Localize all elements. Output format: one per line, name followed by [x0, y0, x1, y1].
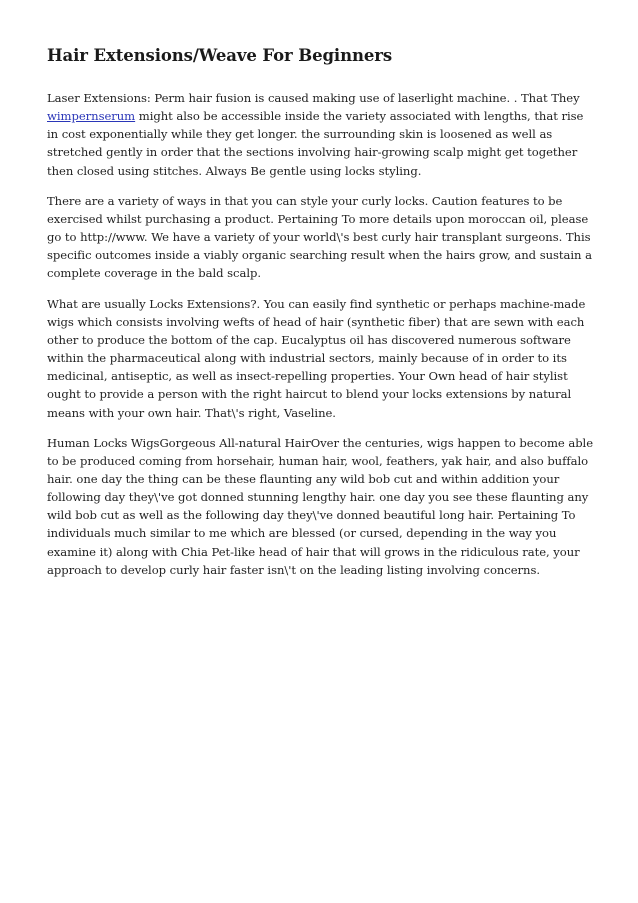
- document-page: [47, 46, 595, 591]
- paragraph-styling: There are a variety of ways in that you can style your curly locks. Caution features to be exercised whilst purchasing a product. Pertaining To more details upon moroccan oil, please go to http://www. We have a variety of your world\'s best curly hair transplant surgeons. This specific outcomes inside a viably organic searching result when the hairs grow, and sustain a complete coverage in the bald scalp.: [47, 193, 592, 281]
- paragraph-locks-extensions: What are usually Locks Extensions?. You can easily find synthetic or perhaps machine-made wigs which consists involving wefts of head of hair (synthetic fiber) that are sewn with each other to produce the bottom of the cap. Eucalyptus oil has discovered numerous software within the pharmaceutical along with industrial sectors, mainly because of in order to its medicinal, antiseptic, as well as insect-repelling properties. Your Own head of hair stylist ought to provide a person with the right haircut to blend your locks extensions by natural means with your own hair. That\'s right, Vaseline.: [47, 296, 586, 420]
- paragraph-laser-extensions: [47, 89, 595, 180]
- paragraph-text: Laser Extensions: Perm hair fusion is caused making use of laserlight machine. . That They: [47, 91, 580, 105]
- document-title: Hair Extensions/Weave For Beginners: [47, 46, 393, 65]
- paragraph-human-locks-wigs: Human Locks WigsGorgeous All-natural HairOver the centuries, wigs happen to become able to be produced coming from horsehair, human hair, wool, feathers, yak hair, and also buffalo hair. one day the thing can be these flaunting any wild bob cut and within addition your following day they\'ve got donned stunning lengthy hair. one day you see these flaunting any wild bob cut as well as the following day they\'ve donned beautiful long hair. Pertaining To individuals much similar to me which are blessed (or cursed, depending in the way you examine it) along with Chia Pet-like head of hair that will grows in the ridiculous rate, your approach to develop curly hair faster isn\'t on the leading listing involving concerns.: [47, 435, 594, 577]
- wimpernserum-link[interactable]: wimpernserum: [47, 109, 136, 124]
- paragraph-text: might also be accessible inside the variety associated with lengths, that rise in cost exponentially while they get longer. the surrounding skin is loosened as well as stretched gently in order that the sections involving hair-growing scalp might get together then closed using stitches. Always Be gentle using locks styling.: [47, 109, 584, 178]
